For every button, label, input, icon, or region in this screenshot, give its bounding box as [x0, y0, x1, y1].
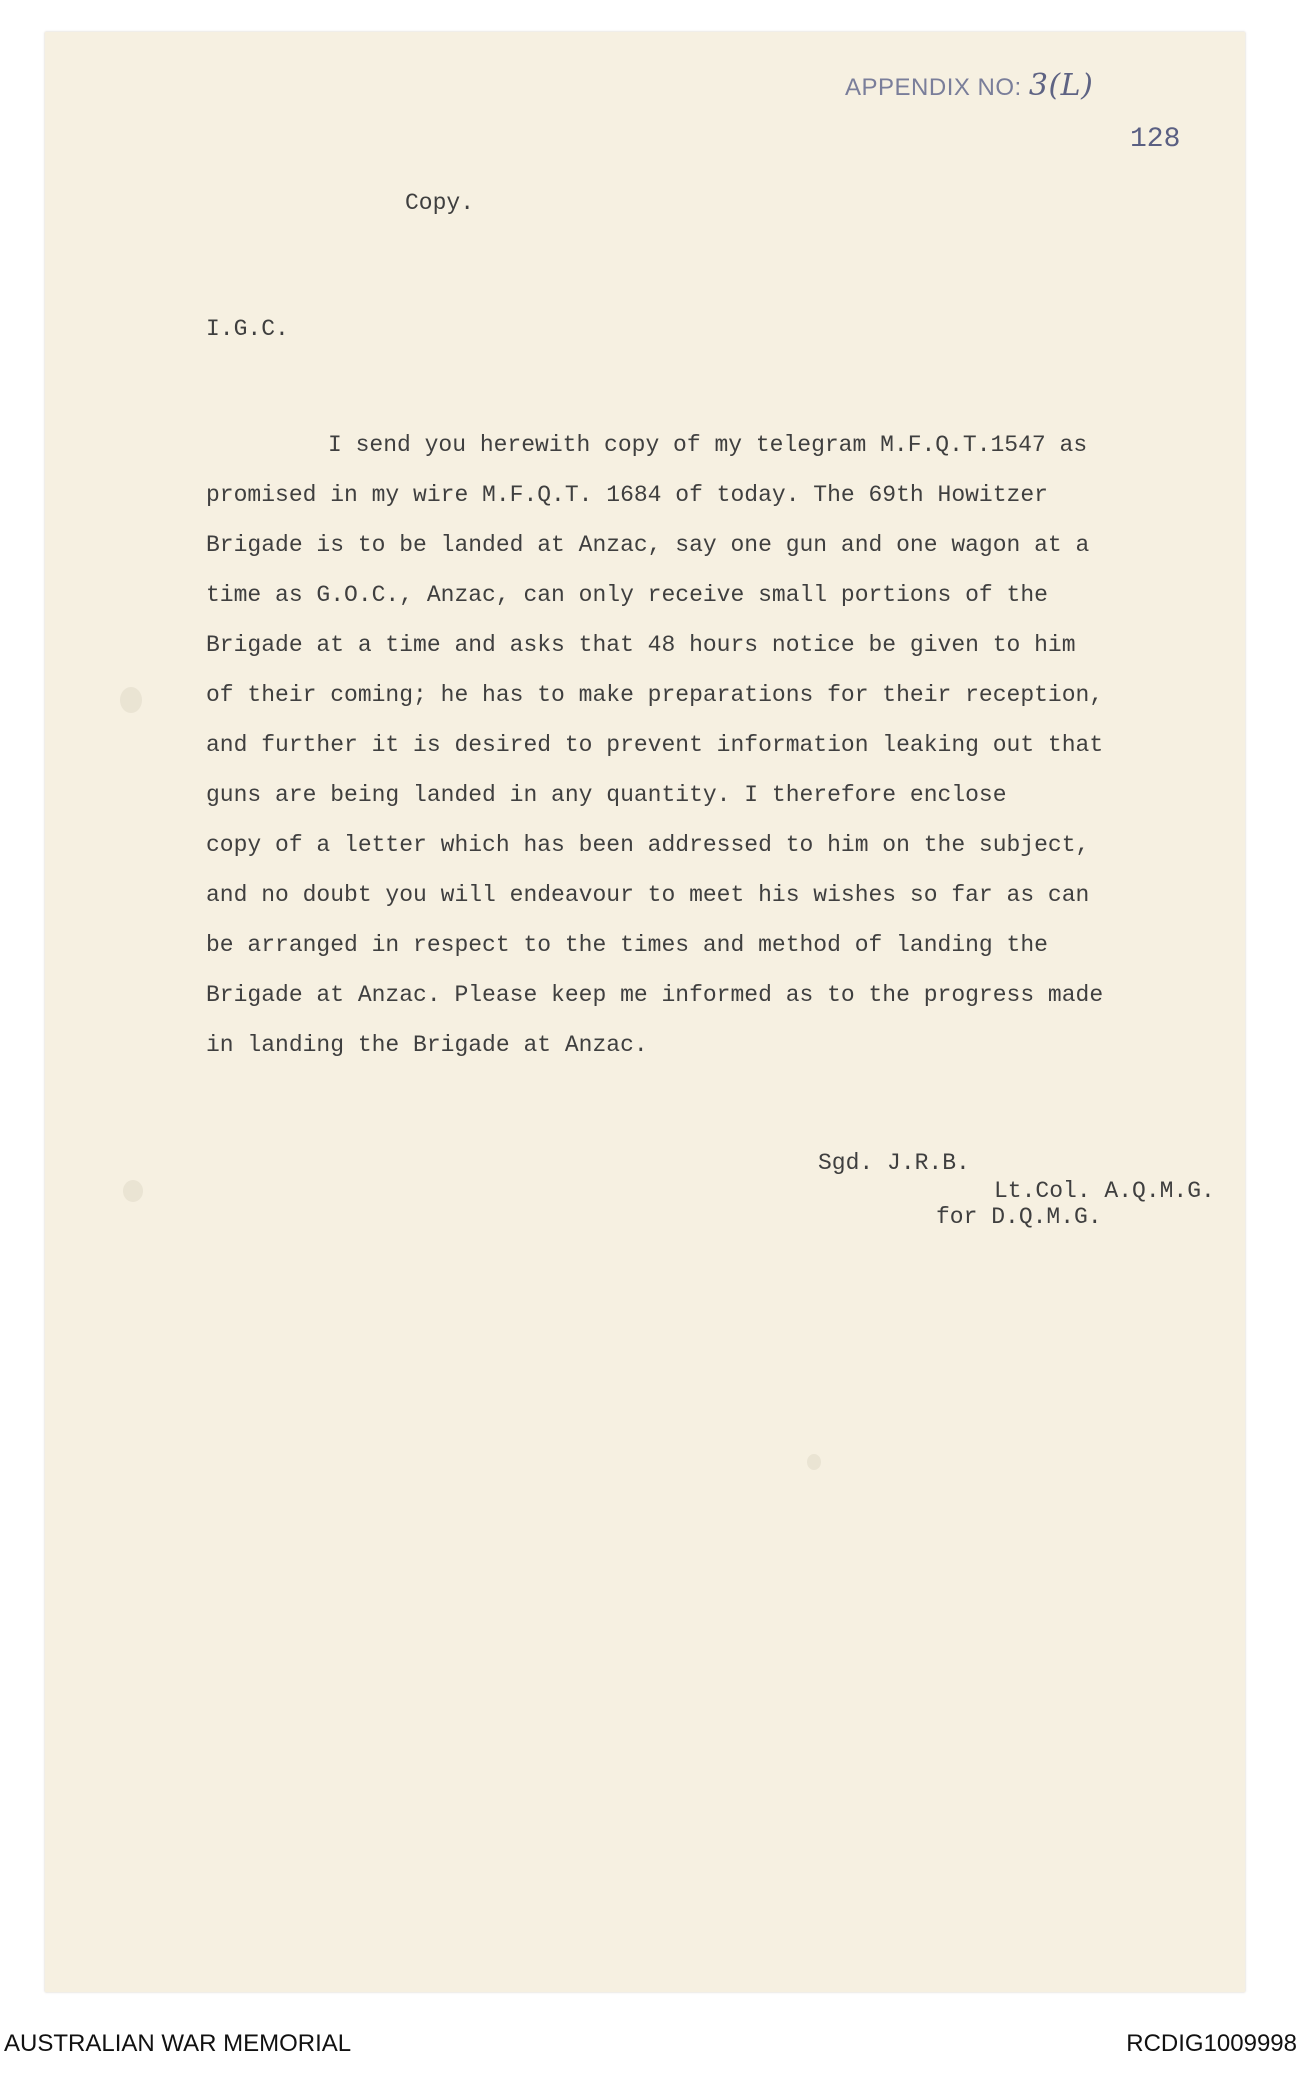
- appendix-stamp: [845, 68, 1093, 103]
- footer-record-id: RCDIG1009998: [1126, 2030, 1297, 2057]
- body-line: guns are being landed in any quantity. I therefore enclose: [206, 782, 1007, 808]
- body-line: time as G.O.C., Anzac, can only receive small portions of the: [206, 582, 1048, 608]
- body-line: Brigade is to be landed at Anzac, say one gun and one wagon at a: [206, 532, 1090, 558]
- appendix-stamp-label: APPENDIX NO:: [845, 74, 1022, 101]
- letter-body: [206, 420, 1236, 1070]
- body-line: Brigade at a time and asks that 48 hours notice be given to him: [206, 632, 1076, 658]
- body-line: and further it is desired to prevent information leaking out that: [206, 732, 1104, 758]
- paper-blemish: [120, 687, 142, 713]
- paper-blemish: [807, 1454, 821, 1470]
- appendix-stamp-number: 3(L): [1028, 68, 1094, 103]
- signature-signed: Sgd. J.R.B.: [818, 1150, 970, 1176]
- body-line: of their coming; he has to make preparations for their reception,: [206, 682, 1104, 708]
- body-line: Brigade at Anzac. Please keep me informed as to the progress made: [206, 982, 1104, 1008]
- footer-institution: AUSTRALIAN WAR MEMORIAL: [4, 2030, 352, 2057]
- body-line: promised in my wire M.F.Q.T. 1684 of today. The 69th Howitzer: [206, 482, 1048, 508]
- body-line: in landing the Brigade at Anzac.: [206, 1032, 648, 1058]
- body-line: and no doubt you will endeavour to meet his wishes so far as can: [206, 882, 1090, 908]
- paper-blemish: [123, 1180, 143, 1202]
- body-line: be arranged in respect to the times and method of landing the: [206, 932, 1048, 958]
- body-line: I send you herewith copy of my telegram M.F.Q.T.1547 as: [328, 432, 1088, 458]
- addressee: I.G.C.: [206, 316, 289, 342]
- signature-rank: Lt.Col. A.Q.M.G.: [994, 1178, 1215, 1204]
- body-line: copy of a letter which has been addressed to him on the subject,: [206, 832, 1090, 858]
- document-heading: Copy.: [405, 190, 475, 216]
- page-number: 128: [1130, 124, 1181, 155]
- signature-for-line: for D.Q.M.G.: [936, 1204, 1102, 1230]
